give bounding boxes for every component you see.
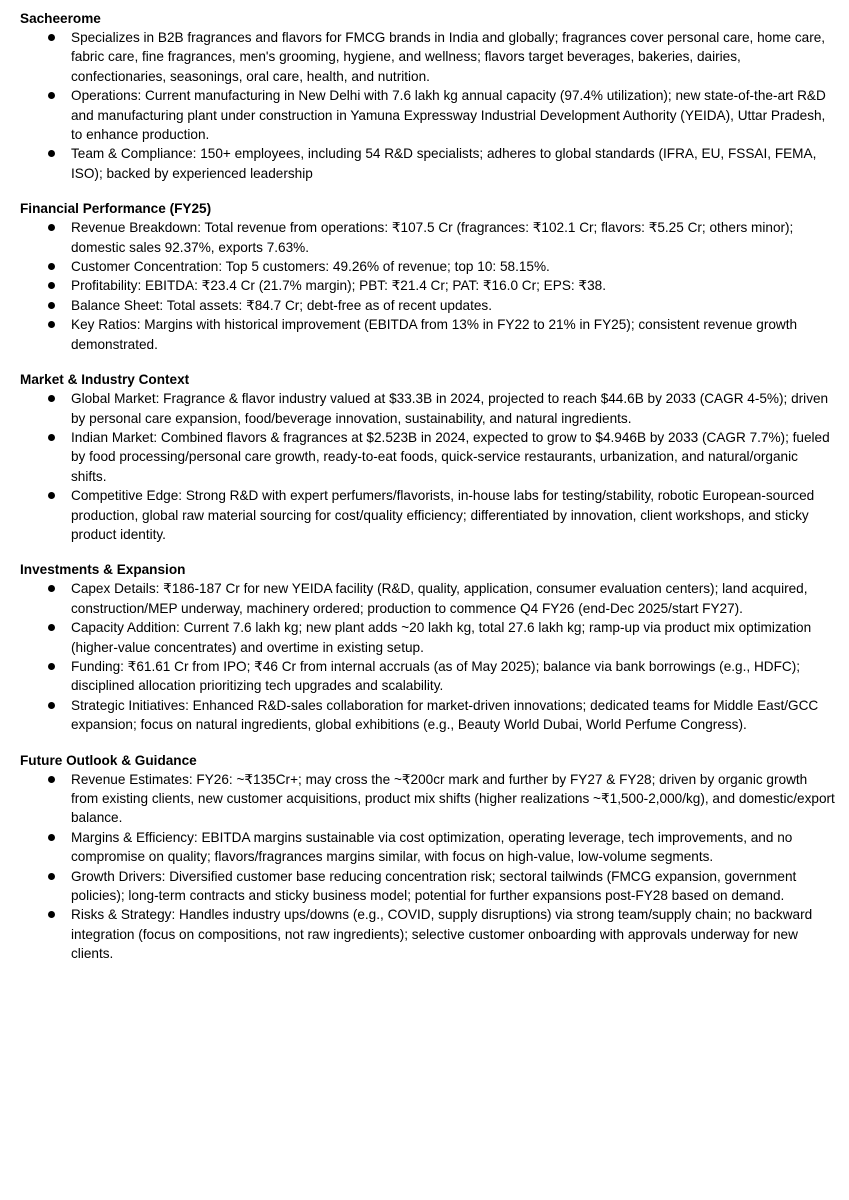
bullet-list (20, 389, 835, 544)
bullet-icon (48, 434, 55, 441)
section-heading: Market & Industry Context (20, 372, 190, 388)
bullet-icon (48, 702, 55, 709)
section-company-overview (20, 9, 835, 183)
bullet-item (20, 296, 835, 315)
section-heading: Sacheerome (20, 11, 101, 26)
bullet-item (20, 218, 835, 257)
bullet-text: Growth Drivers: Diversified customer base reducing concentration risk; sectoral tailwinds (FMCG expansion, government policies); long-term contracts and sticky business model; potential for further expansions post-FY28 based on demand. (71, 868, 797, 904)
bullet-icon (48, 34, 55, 41)
bullet-item (20, 86, 835, 144)
bullet-text: Capacity Addition: Current 7.6 lakh kg; new plant adds ~20 lakh kg, total 27.6 lakh kg; ramp-up via product mix optimization (higher-value concentrates) and overtime in existing setup. (71, 620, 812, 655)
bullet-icon (48, 282, 55, 289)
bullet-text: Risks & Strategy: Handles industry ups/downs (e.g., COVID, supply disruptions) via strong team/supply chain; no backward integration (focus on compositions, not raw ingredients); selective customer onboarding with approvals underway for new clients. (71, 907, 813, 962)
section-financial-performance (20, 199, 835, 354)
bullet-text: Operations: Current manufacturing in New Delhi with 7.6 lakh kg annual capacity (97.4% utilization); new state-of-the-art R&D and manufacturing plant under construction in Yamuna Expressway Industrial Development Authority (YEIDA), Uttar Pradesh, to enhance production. (71, 88, 826, 143)
bullet-icon (48, 873, 55, 880)
bullet-text: Revenue Estimates: FY26: ~₹135Cr+; may cross the ~₹200cr mark and further by FY27 & FY28; driven by organic growth from existing clients, new customer acquisitions, product mix shifts (higher realizations ~₹1,500-2,000/kg), and domestic/export balance. (71, 771, 835, 826)
bullet-item (20, 867, 835, 906)
bullet-icon (48, 911, 55, 918)
bullet-icon (48, 834, 55, 841)
bullet-icon (48, 263, 55, 270)
bullet-icon (48, 321, 55, 328)
bullet-item (20, 618, 835, 657)
bullet-text: Global Market: Fragrance & flavor industry valued at $33.3B in 2024, projected to reach $44.6B by 2033 (CAGR 4-5%); driven by personal care expansion, food/beverage innovation, sustainability, and natural ingredients. (71, 391, 829, 426)
bullet-item (20, 276, 835, 295)
bullet-icon (48, 663, 55, 670)
bullet-item (20, 28, 835, 86)
bullet-text: Team & Compliance: 150+ employees, including 54 R&D specialists; adheres to global standards (IFRA, EU, FSSAI, FEMA, ISO); backed by experienced leadership (71, 146, 817, 181)
bullet-item (20, 144, 835, 183)
bullet-text: Strategic Initiatives: Enhanced R&D-sales collaboration for market-driven innovations; dedicated teams for Middle East/GCC expansion; focus on natural ingredients, global exhibitions (e.g., Beauty World Dubai, World Perfume Congress). (71, 697, 819, 733)
bullet-text: Customer Concentration: Top 5 customers: 49.26% of revenue; top 10: 58.15%. (71, 259, 550, 275)
bullet-text: Balance Sheet: Total assets: ₹84.7 Cr; debt-free as of recent updates. (71, 297, 492, 313)
bullet-item (20, 257, 835, 276)
bullet-list (20, 770, 835, 964)
bullet-item (20, 315, 835, 354)
bullet-item (20, 905, 835, 963)
bullet-item (20, 486, 835, 544)
bullet-text: Capex Details: ₹186-187 Cr for new YEIDA facility (R&D, quality, application, consumer evaluation centers); land acquired, construction/MEP underway, machinery ordered; production to commence Q4 FY26 (end-Dec 2025/start FY27). (71, 581, 808, 616)
bullet-item (20, 389, 835, 428)
bullet-text: Margins & Efficiency: EBITDA margins sustainable via cost optimization, operating leverage, tech improvements, and no compromise on quality; flavors/fragrances margins similar, with focus on high-value, low-volume segments. (71, 829, 793, 865)
section-market-context (20, 370, 835, 544)
bullet-icon (48, 302, 55, 309)
bullet-item (20, 428, 835, 486)
bullet-icon (48, 224, 55, 231)
section-heading: Future Outlook & Guidance (20, 752, 197, 768)
bullet-list (20, 579, 835, 734)
bullet-item (20, 696, 835, 735)
bullet-text: Competitive Edge: Strong R&D with expert perfumers/flavorists, in-house labs for testing/stability, robotic European-sourced production, global raw material sourcing for cost/quality efficiency; differentiated by innovation, client workshops, and sticky product identity. (71, 488, 815, 542)
section-investments-expansion (20, 560, 835, 734)
document-page (20, 9, 835, 980)
bullet-text: Specializes in B2B fragrances and flavors for FMCG brands in India and globally; fragrances cover personal care, home care, fabric care, fine fragrances, men's grooming, hygiene, and wellness; flavors target beverages, bakeries, dairies, confectionaries, seasonings, oral care, health, and nutrition. (71, 30, 826, 84)
bullet-icon (48, 150, 55, 157)
bullet-text: Indian Market: Combined flavors & fragrances at $2.523B in 2024, expected to grow to $4.946B by 2033 (CAGR 7.7%); fueled by food processing/personal care growth, ready-to-eat foods, quick-service restaurants, urbanization, and natural/organic shifts. (71, 429, 830, 484)
bullet-text: Profitability: EBITDA: ₹23.4 Cr (21.7% margin); PBT: ₹21.4 Cr; PAT: ₹16.0 Cr; EPS: ₹38. (71, 278, 606, 294)
section-heading: Financial Performance (FY25) (20, 201, 212, 217)
bullet-icon (48, 492, 55, 499)
bullet-text: Funding: ₹61.61 Cr from IPO; ₹46 Cr from internal accruals (as of May 2025); balance via bank borrowings (e.g., HDFC); disciplined allocation prioritizing tech upgrades and scalability. (71, 658, 800, 694)
bullet-item (20, 828, 835, 867)
bullet-icon (48, 776, 55, 783)
bullet-icon (48, 624, 55, 631)
bullet-icon (48, 585, 55, 592)
bullet-list (20, 218, 835, 354)
bullet-text: Key Ratios: Margins with historical improvement (EBITDA from 13% in FY22 to 21% in FY25); consistent revenue growth demonstrated. (71, 317, 798, 352)
bullet-icon (48, 92, 55, 99)
bullet-text: Revenue Breakdown: Total revenue from operations: ₹107.5 Cr (fragrances: ₹102.1 Cr; flavors: ₹5.25 Cr; others minor); domestic sales 92.37%, exports 7.63%. (71, 220, 794, 255)
section-heading: Investments & Expansion (20, 562, 186, 578)
bullet-icon (48, 395, 55, 402)
section-future-outlook (20, 751, 835, 964)
bullet-list (20, 28, 835, 183)
bullet-item (20, 770, 835, 828)
bullet-item (20, 657, 835, 696)
bullet-item (20, 579, 835, 618)
